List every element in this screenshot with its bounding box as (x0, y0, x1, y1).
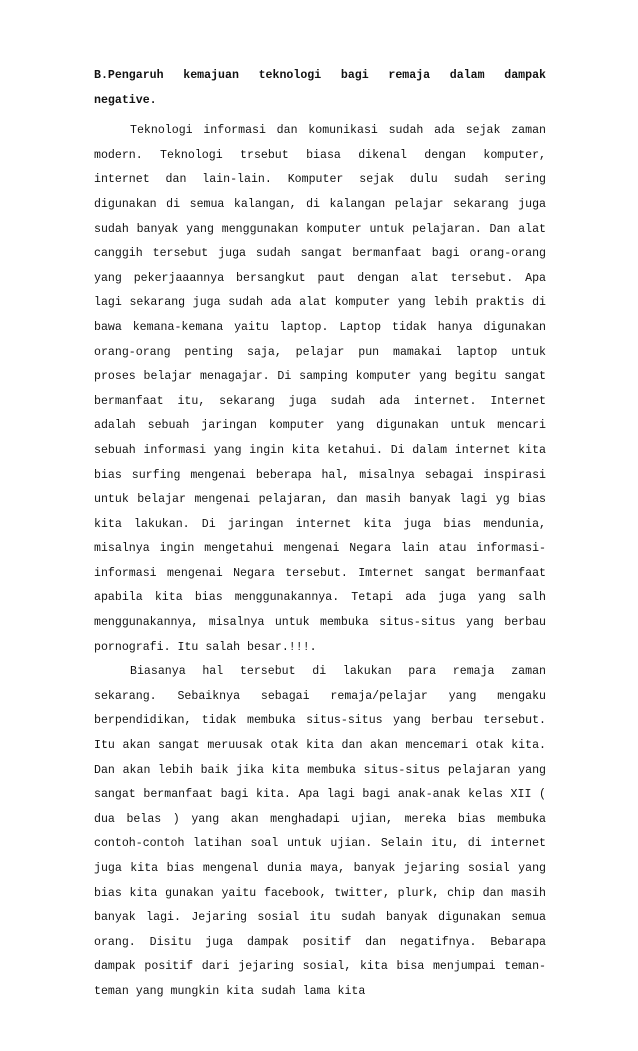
paragraph-1: Teknologi informasi dan komunikasi sudah ada sejak zaman modern. Teknologi trsebut biasa dikenal dengan komputer, internet dan lain-lain. Komputer sejak dulu sudah sering digunakan di semua kalangan, di kalangan pelajar sekarang juga sudah banyak yang menggunakan komputer untuk pelajaran. Dan alat canggih tersebut juga sudah sangat bermanfaat bagi orang-orang yang pekerjaaannya bersangkut paut dengan alat tersebut. Apa lagi sekarang juga sudah ada alat komputer yang lebih praktis di bawa kemana-kemana yaitu laptop. Laptop tidak hanya digunakan orang-orang penting saja, pelajar pun mamakai laptop untuk proses belajar menagajar. Di samping komputer yang begitu sangat bermanfaat itu, sekarang juga sudah ada internet. Internet adalah sebuah jaringan komputer yang digunakan untuk mencari sebuah informasi yang ingin kita ketahui. Di dalam internet kita bias surfing mengenai beberapa hal, misalnya sebagai inspirasi untuk belajar mengenai pelajaran, dan masih banyak lagi yg bias kita lakukan. Di jaringan internet kita juga bias mendunia, misalnya ingin mengetahui mengenai Negara lain atau informasi-informasi mengenai Negara tersebut. Imternet sangat bermanfaat apabila kita bias menggunakannya. Tetapi ada juga yang salh menggunakannya, misalnya untuk membuka situs-situs yang berbau pornografi. Itu salah besar.!!!. (94, 124, 546, 654)
section-heading-line-2: negative. (94, 93, 157, 107)
section-heading (94, 64, 546, 113)
section-heading-line-1: B.Pengaruh kemajuan teknologi bagi remaja dalam dampak (94, 69, 546, 82)
document-body (94, 64, 546, 1005)
paragraph-2: Biasanya hal tersebut di lakukan para remaja zaman sekarang. Sebaiknya sebagai remaja/pelajar yang mengaku berpendidikan, tidak membuka situs-situs yang berbau tersebut. Itu akan sangat meruusak otak kita dan akan mencemari otak kita. Dan akan lebih baik jika kita membuka situs-situs pelajaran yang sangat bermanfaat bagi kita. Apa lagi bagi anak-anak kelas XII ( dua belas ) yang akan menghadapi ujian, mereka bias membuka contoh-contoh latihan soal untuk ujian. Selain itu, di internet juga kita bias mengenal dunia maya, banyak jejaring sosial yang bias kita gunakan yaitu facebook, twitter, plurk, chip dan masih banyak lagi. Jejaring sosial itu sudah banyak digunakan semua orang. Disitu juga dampak positif dan negatifnya. Bebarapa dampak positif dari jejaring sosial, kita bisa menjumpai teman-teman yang mungkin kita sudah lama kita (94, 665, 546, 998)
